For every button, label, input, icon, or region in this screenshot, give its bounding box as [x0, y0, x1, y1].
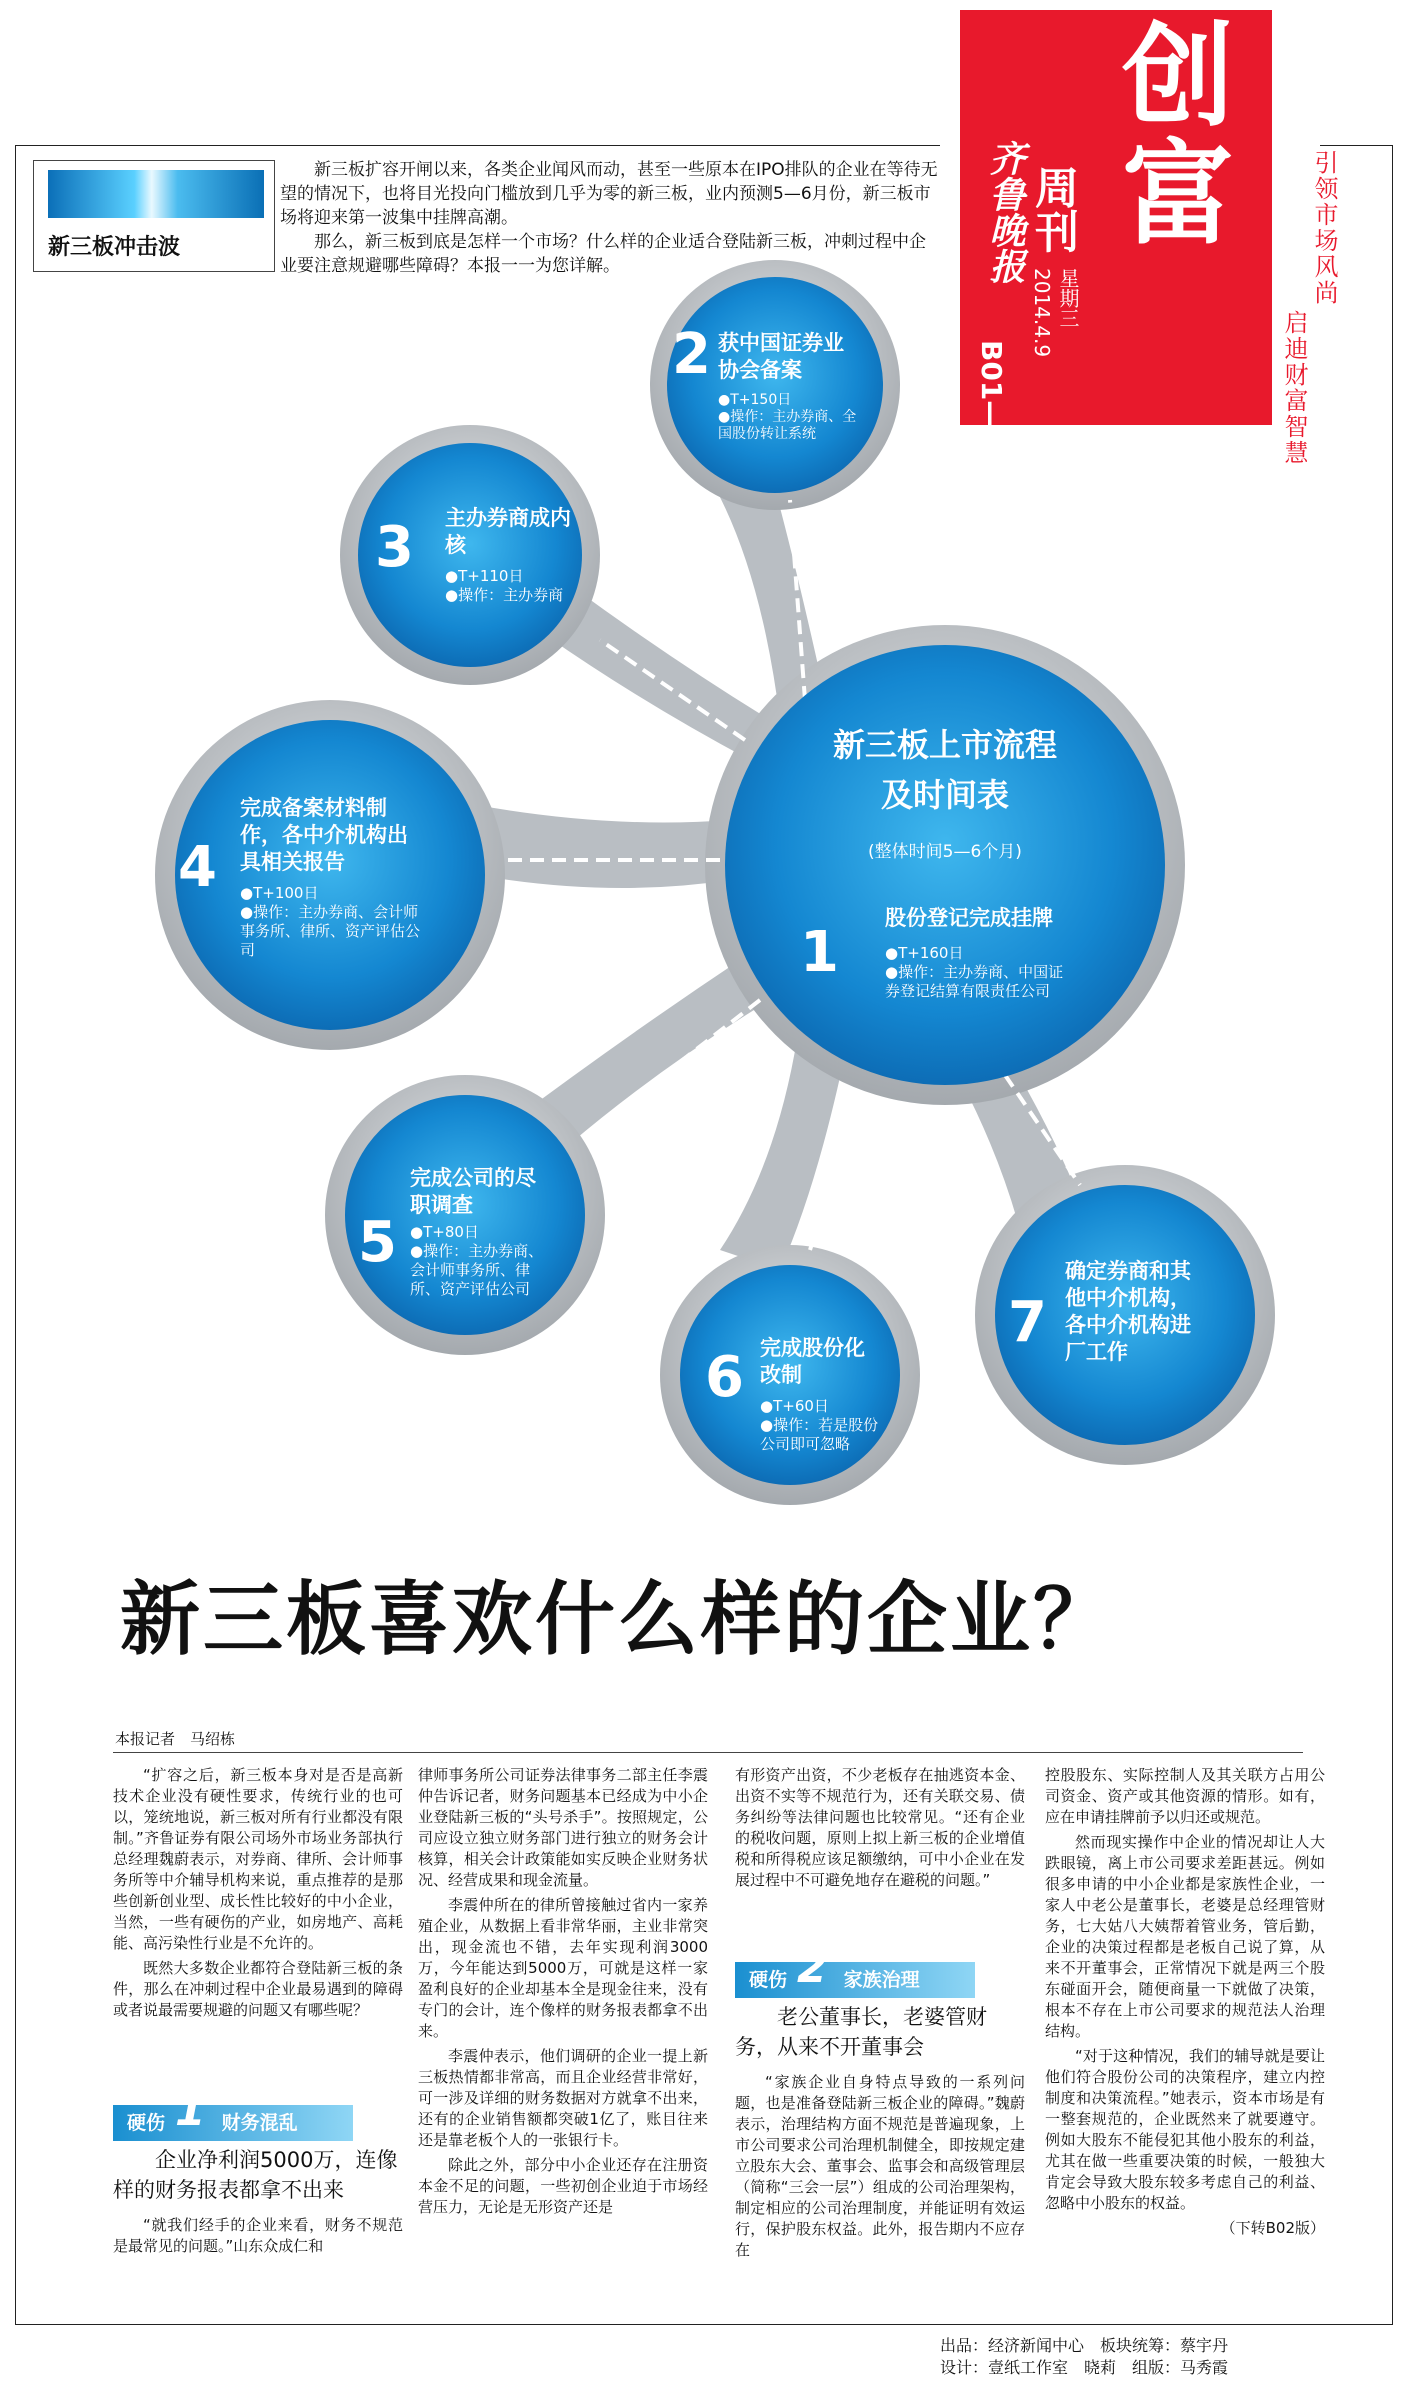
column-2	[418, 1765, 708, 2222]
col4-paragraph-2: 然而现实操作中企业的情况却让人大跌眼镜，离上市公司要求差距甚远。例如很多申请的中小企业都是家族性企业，一家人中老公是董事长，老婆是总经理管财务，七大姑八大姨帮着管业务，管后勤，企业的决策过程都是老板自己说了算，从来不开董事会，正常情况下就是两三个股东碰面开会，随便商量一下就做了决策，根本不存在上市公司要求的规范法人治理结构。	[1045, 1833, 1325, 2040]
step-4-title: 完成备案材料制作，各中介机构出具相关报告	[240, 796, 408, 874]
column-3	[735, 1765, 1025, 1895]
step-4-text	[240, 795, 425, 960]
column-4	[1045, 1765, 1325, 2243]
weekly-label: 周刊	[1027, 165, 1078, 253]
step-2-op: ●操作：主办券商、全国股份转让系统	[718, 409, 857, 442]
page-range: B01—B04	[975, 340, 1008, 489]
col2-paragraph-3: 李震仲表示，他们调研的企业一提上新三板热情都非常高，而且企业经营非常好，可一涉及详细的财务数据对方就拿不出来，还有的企业销售额都突破1亿了，账目往来还是靠老板个人的一张银行卡。	[418, 2047, 708, 2149]
subhead-1	[113, 2105, 353, 2141]
subhead-1-prefix: 硬伤	[127, 2112, 166, 2134]
continued-note: （下转B02版）	[1220, 2219, 1325, 2237]
subhead-1-label: 财务混乱	[221, 2112, 298, 2134]
step-2-title: 获中国证券业协会备案	[718, 331, 844, 382]
col2-paragraph-2: 李震仲所在的律所曾接触过省内一家养殖企业，从数据上看非常华丽，主业非常突出，现金流也不错，去年实现利润3000万，今年能达到5000万，可就是这样一家盈利良好的企业却基本全是现金往来，没有专门的会计，连个像样的财务报表都拿不出来。	[418, 1896, 708, 2040]
section-label: 新三板冲击波	[48, 235, 181, 260]
step-5-text	[410, 1165, 550, 1299]
slogan-2: 启迪财富智慧	[1280, 310, 1308, 466]
circle-1	[725, 645, 1165, 1085]
column-1-cont	[113, 2215, 403, 2261]
step-7-number: 7	[1008, 1290, 1047, 1355]
step-1-time: ●T+160日	[885, 944, 964, 962]
col2-paragraph-4: 除此之外，部分中小企业还存在注册资本金不足的问题，一些初创企业迫于市场经营压力，无论是无形资产还是	[418, 2156, 708, 2216]
center-title-line-2: 及时间表	[880, 776, 1009, 814]
credits-line-1: 出品：经济新闻中心 板块统筹：蔡宇丹	[940, 2336, 1229, 2355]
step-1-title: 股份登记完成挂牌	[885, 906, 1053, 930]
intro-paragraph-1: 新三板扩容开闸以来，各类企业闻风而动，甚至一些原本在IPO排队的企业在等待无望的情况下，也将目光投向门槛放到几乎为零的新三板，业内预测5—6月份，新三板市场将迎来第一波集中挂牌高潮。	[280, 160, 938, 228]
masthead-title-top: 创	[1122, 11, 1234, 142]
slogan-1: 引领市场风尚	[1310, 150, 1338, 306]
subhead-2-prefix: 硬伤	[749, 1969, 788, 1991]
step-1-text	[885, 905, 1075, 1001]
step-7-title: 确定券商和其他中介机构，各中介机构进厂工作	[1065, 1259, 1191, 1364]
step-3-title: 主办券商成内核	[445, 506, 571, 557]
col3-paragraph-2: “家族企业自身特点导致的一系列问题，也是准备登陆新三板企业的障碍。”魏蔚表示，治理结构方面不规范是普遍现象，上市公司要求公司治理机制健全，即按规定建立股东大会、董事会、监事会和高级管理层（简称“三会一层”）组成的公司治理架构，制定相应的公司治理制度，并能证明有效运行，保护股东权益。此外，报告期内不应存在	[735, 2073, 1025, 2259]
center-title-line-1: 新三板上市流程	[832, 726, 1057, 764]
step-3-time: ●T+110日	[445, 567, 524, 585]
subhead-2	[735, 1962, 975, 1998]
step-4-op: ●操作：主办券商、会计师事务所、律所、资产评估公司	[240, 903, 421, 959]
step-5-number: 5	[358, 1210, 397, 1275]
byline: 本报记者 马绍栋	[115, 1730, 236, 1748]
step-6-text	[760, 1335, 880, 1454]
subhead-2-label: 家族治理	[843, 1969, 920, 1991]
headline-rule	[113, 1752, 1303, 1753]
col1-paragraph-2: 既然大多数企业都符合登陆新三板的条件，那么在冲刺过程中企业最易遇到的障碍或者说最需要规避的问题又有哪些呢？	[113, 1959, 403, 2019]
col1-paragraph-1: “扩容之后，新三板本身对是否是高新技术企业没有硬性要求，传统行业的也可以，笼统地说，新三板对所有行业都没有限制。”齐鲁证券有限公司场外市场业务部执行总经理魏蔚表示，对券商、律所、会计师事务所等中介辅导机构来说，重点推荐的是那些创新创业型、成长性比较好的中小企业，当然，一些有硬伤的产业，如房地产、高耗能、高污染性行业是不允许的。	[113, 1766, 403, 1952]
col1-paragraph-3: “就我们经手的企业来看，财务不规范是最常见的问题。”山东众成仁和	[113, 2216, 403, 2255]
subhead-1-number: 1	[175, 2085, 206, 2136]
step-1-op: ●操作：主办券商、中国证券登记结算有限责任公司	[885, 963, 1064, 1000]
subhead-1-title: 企业净利润5000万，连像样的财务报表都拿不出来	[113, 2148, 398, 2202]
step-4-number: 4	[178, 835, 217, 900]
intro-paragraph-2: 那么，新三板到底是怎样一个市场？什么样的企业适合登陆新三板，冲刺过程中企业要注意规避哪些障碍？本报一一为您详解。	[280, 232, 926, 276]
step-6-title: 完成股份化改制	[760, 1336, 865, 1387]
issue-date-value: 2014.4.9	[1030, 268, 1054, 358]
step-5-op: ●操作：主办券商、会计师事务所、律所、资产评估公司	[410, 1242, 544, 1298]
credits	[940, 2335, 1228, 2379]
step-2-text	[718, 330, 863, 443]
step-3-number: 3	[375, 515, 414, 580]
column-1	[113, 1765, 403, 2025]
diagram-center-sub: (整体时间5—6个月)	[868, 842, 1022, 862]
col3-paragraph-1: 有形资产出资，不少老板存在抽逃资本金、出资不实等不规范行为，还有关联交易、债务纠纷等法律问题也比较常见。“还有企业的税收问题，原则上拟上新三板的企业增值税和所得税应该足额缴纳，可中小企业在发展过程中不可避免地存在避税的问题。”	[735, 1766, 1025, 1889]
article-headline: 新三板喜欢什么样的企业？	[120, 1572, 1116, 1666]
column-3-cont	[735, 2072, 1025, 2265]
step-6-number: 6	[705, 1345, 744, 1410]
col4-paragraph-3: “对于这种情况，我们的辅导就是要让他们符合股份公司的决策程序，建立内控制度和决策流程。”她表示，资本市场是有一整套规范的，企业既然来了就要遵守。例如大股东不能侵犯其他小股东的利益，尤其在做一些重要决策的时候，一般独大肯定会导致大股东较多考虑自己的利益、忽略中小股东的权益。	[1045, 2047, 1325, 2212]
step-2-time: ●T+150日	[718, 392, 792, 408]
step-2-number: 2	[672, 322, 711, 387]
subhead-2-number: 2	[797, 1942, 828, 1993]
masthead-title-bottom: 富	[1122, 129, 1234, 260]
issue-weekday: 星期三	[1056, 268, 1080, 328]
step-1-number: 1	[800, 920, 839, 985]
diagram-center-title	[795, 720, 1095, 820]
step-5-time: ●T+80日	[410, 1223, 479, 1241]
step-4-time: ●T+100日	[240, 884, 319, 902]
step-3-text	[445, 505, 575, 605]
newspaper-logo: 齐鲁晚报	[984, 140, 1026, 284]
step-3-op: ●操作：主办券商	[445, 586, 564, 604]
subhead-2-title: 老公董事长，老婆管财务，从来不开董事会	[735, 2005, 987, 2059]
step-6-time: ●T+60日	[760, 1397, 829, 1415]
col4-paragraph-1: 控股股东、实际控制人及其关联方占用公司资金、资产或其他资源的情形。如有，应在申请挂牌前予以归还或规范。	[1045, 1766, 1325, 1826]
step-6-op: ●操作：若是股份公司即可忽略	[760, 1416, 879, 1453]
step-5-title: 完成公司的尽职调查	[410, 1166, 536, 1217]
col2-paragraph-1: 律师事务所公司证券法律事务二部主任李震仲告诉记者，财务问题基本已经成为中小企业登陆新三板的“头号杀手”。按照规定，公司应设立独立财务部门进行独立的财务会计核算，相关会计政策能如实反映企业财务状况、经营成果和现金流量。	[418, 1766, 708, 1889]
credits-line-2: 设计：壹纸工作室 晓莉 组版：马秀霞	[940, 2358, 1229, 2377]
